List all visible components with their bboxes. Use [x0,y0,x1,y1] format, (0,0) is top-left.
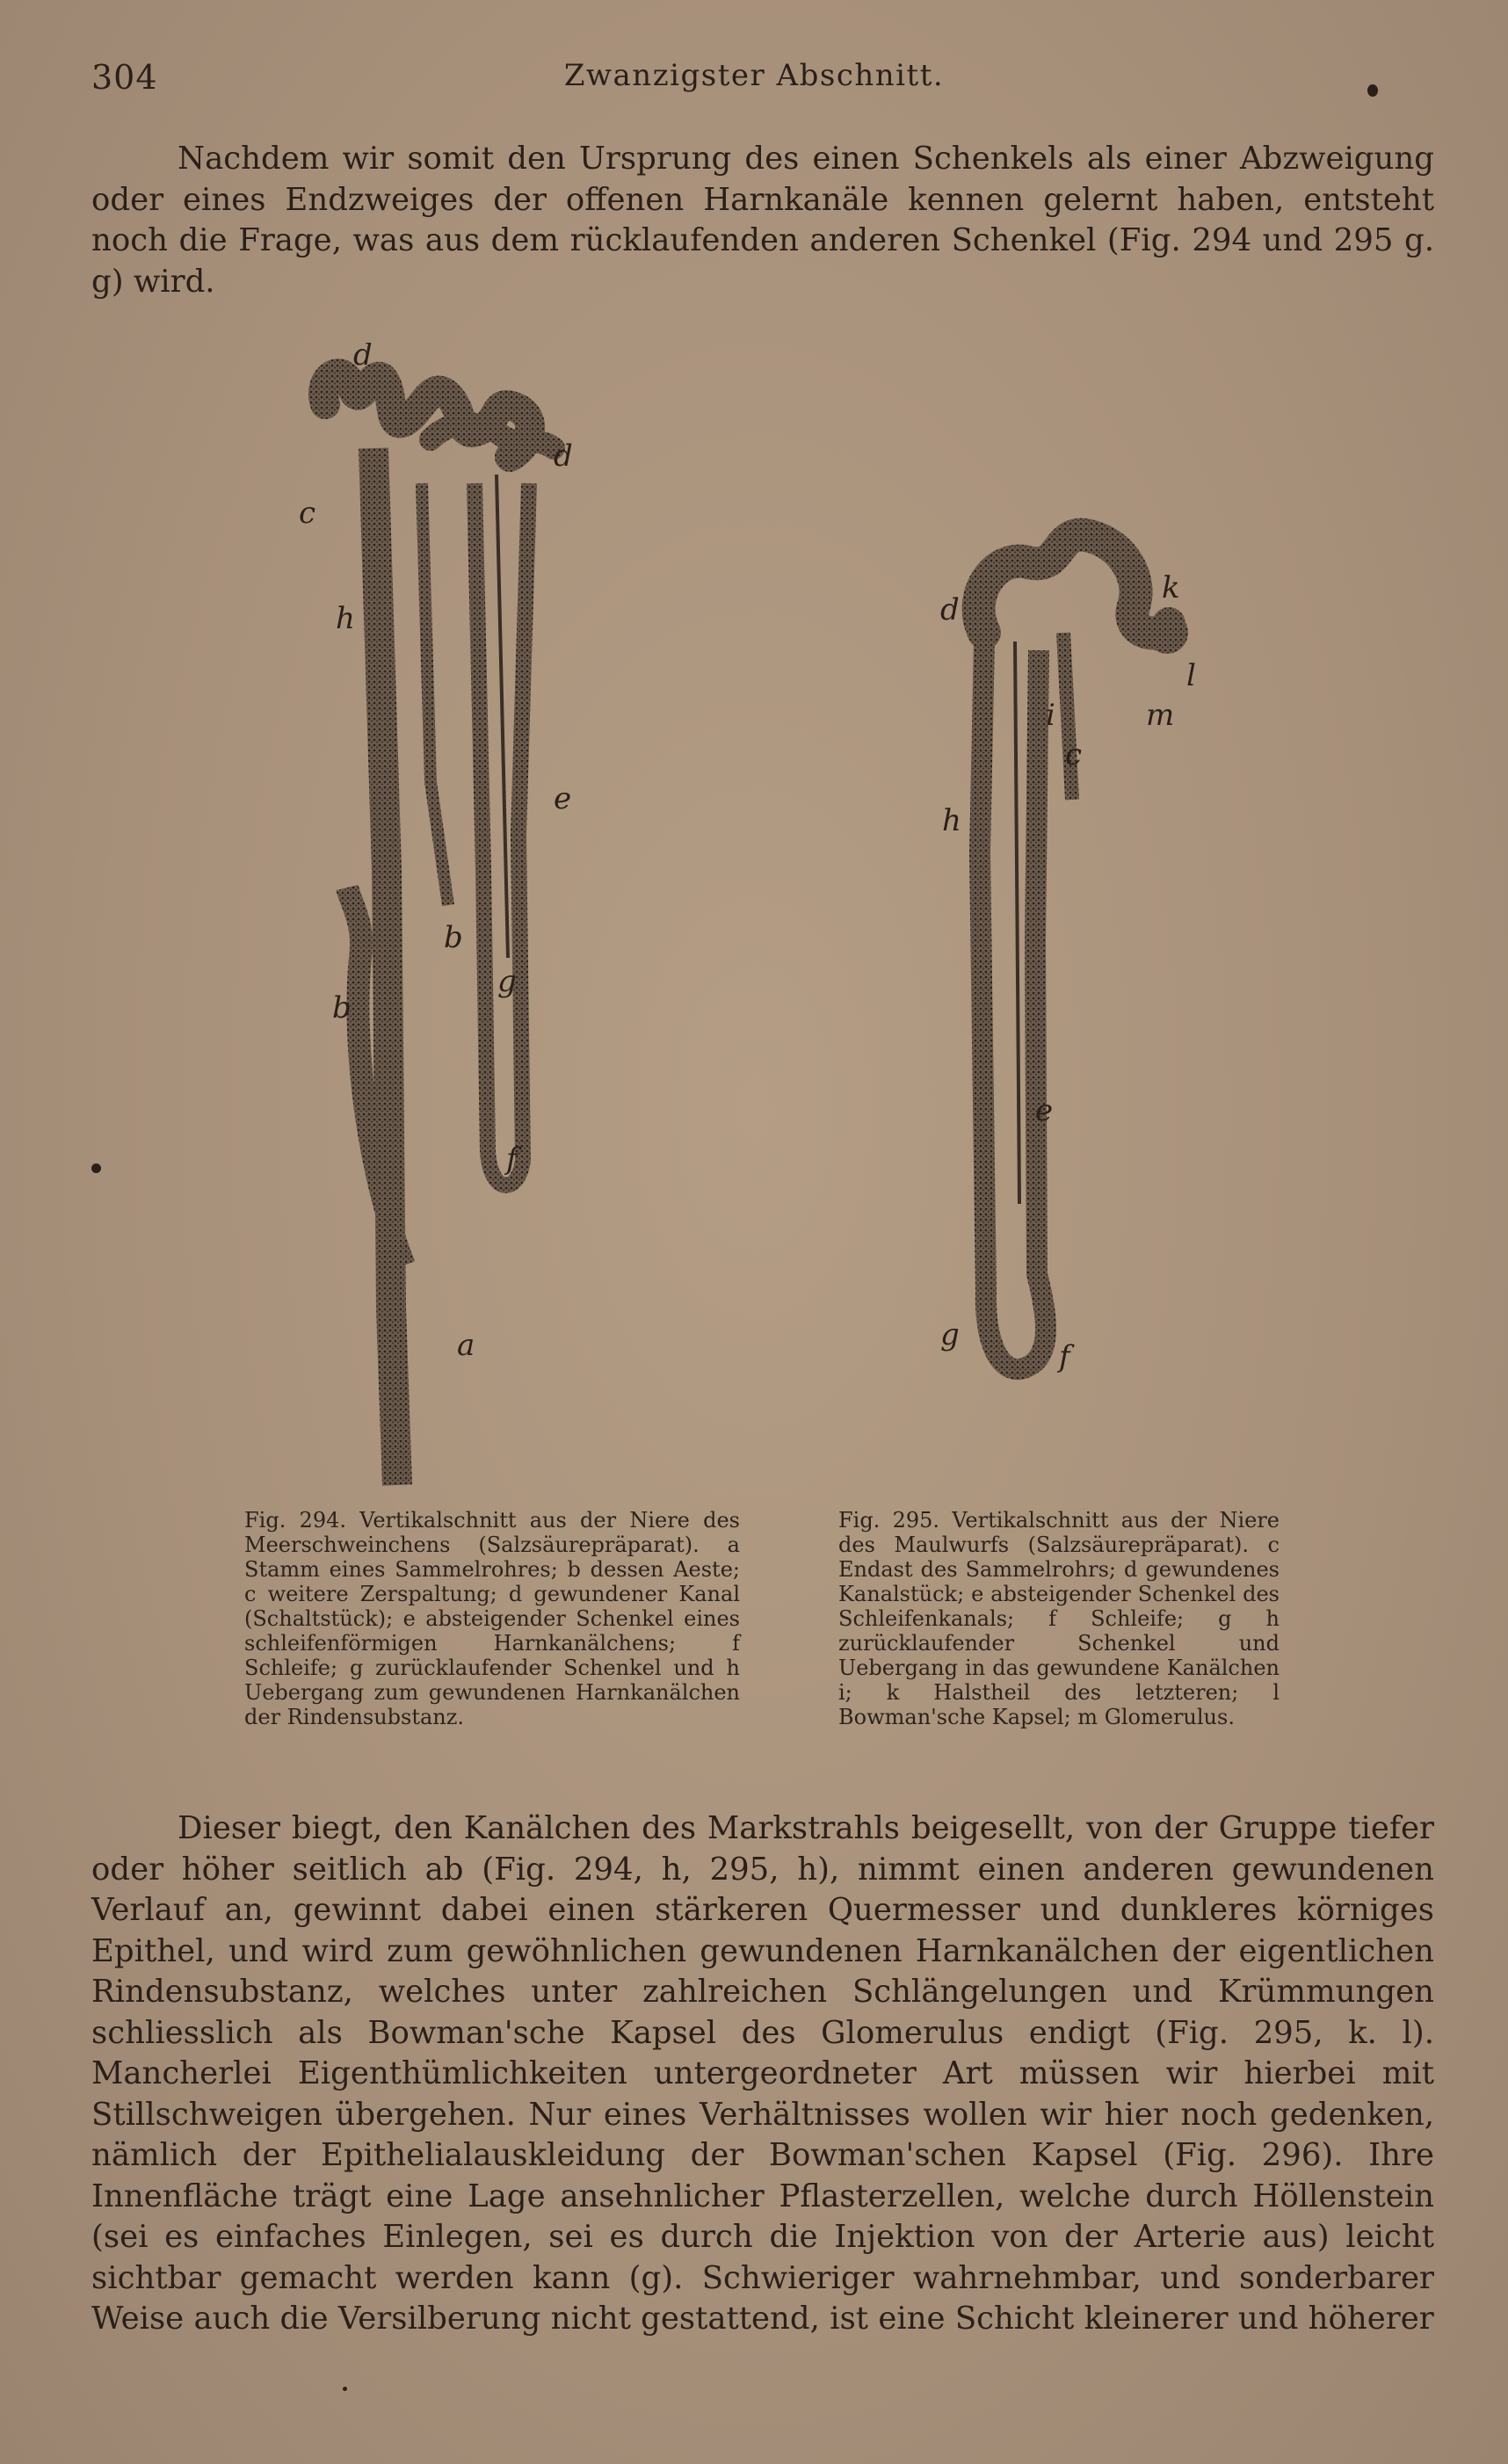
ink-speck [343,2387,347,2391]
descending-limb-e [475,483,529,1185]
label-h: h [336,601,355,636]
label-m: m [1146,698,1175,733]
label-d-top: d [353,343,373,373]
label-l: l [1186,658,1196,693]
label-d-right: d [554,438,573,474]
label-k: k [1162,570,1180,605]
ink-speck [91,1163,101,1173]
label-a: a [457,1328,475,1363]
label-e: e [554,781,572,816]
glomerulus [1146,612,1188,654]
paragraph-main: Dieser biegt, den Kanälchen des Markstrahls beigesellt, von der Gruppe tiefer oder höher seitlich ab (Fig. 294, h, 295, h), nimmt einen anderen gewundenen Verlauf an, gewinnt dabei einen stärkeren Quermesser und dunkleres körniges Epithel, und wird zum gewöhnlichen gewundenen Harnkanälchen der eigentlichen Rindensubstanz, welches unter zahlreichen Schlängelungen und Krümmungen schliesslich als Bowman'sche Kapsel des Glomerulus endigt (Fig. 295, k. l). Mancherlei Eigenthümlichkeiten untergeordneter Art müssen wir hierbei mit Stillschweigen übergehen. Nur eines Verhältnisses wollen wir hier noch gedenken, nämlich der Epithelialauskleidung der Bowman'schen Kapsel (Fig. 296). Ihre Innenfläche trägt eine Lage ansehnlicher Pflasterzellen, welche durch Höllenstein (sei es einfaches Einlegen, sei es durch die Injektion von der Arterie aus) leicht sichtbar gemacht werden kann (g). Schwieriger wahrnehmbar, und sonderbarer Weise auch die Versilberung nicht gestattend, ist eine Schicht kleinerer und höherer [91,1810,1434,2337]
paragraph-intro: Nachdem wir somit den Ursprung des einen Schenkels als einer Abzweigung oder eines Endzweiges der offenen Harnkanäle kennen gelernt haben, entsteht noch die Frage, was aus dem rücklaufenden anderen Schenkel (Fig. 294 und 295 g. g) wird. [91,141,1434,300]
label-c: c [299,496,316,531]
label-g: g [940,1317,960,1352]
label-b-left: b [332,990,352,1025]
caption-fig-295: Fig. 295. Vertikalschnitt aus der Niere des Maulwurfs (Salzsäurepräparat). c Endast des Sammelrohrs; d gewundenes Kanalstück; e absteigender Schenkel des Schleifenkanals; f Schleife; g h zurücklaufender Schenkel und Uebergang in das gewundene Kanälchen i; k Halstheil des letzteren; l Bowman'sche Kapsel; m Glomerulus. [838,1508,1280,1729]
figure-295 [932,501,1230,1494]
ink-speck [1367,84,1378,97]
running-header: Zwanzigster Abschnitt. [563,58,945,93]
label-f: f [1059,1339,1070,1374]
label-e: e [1035,1093,1054,1128]
label-d: d [940,592,960,627]
label-f: f [506,1141,518,1177]
convoluted-tubules-295 [979,535,1169,634]
label-c: c [1065,737,1083,772]
page-number: 304 [91,58,158,97]
label-g: g [497,964,517,999]
label-h: h [942,803,961,838]
collecting-duct [373,448,397,1485]
label-b-right: b [444,920,463,955]
label-i: i [1046,698,1055,733]
caption-fig-294: Fig. 294. Vertikalschnitt aus der Niere des Meerschweinchens (Salzsäurepräparat). a Stamm eines Sammelrohres; b dessen Aeste; c weitere Zerspaltung; d gewundener Kanal (Schaltstück); e absteigender Schenkel eines schleifenförmigen Harnkanälchens; f Schleife; g zurücklaufender Schenkel und h Uebergang zum gewundenen Harnkanälchen der Rindensubstanz. [244,1508,740,1729]
loop-tubule [980,641,1046,1369]
figure-294 [299,343,650,1503]
